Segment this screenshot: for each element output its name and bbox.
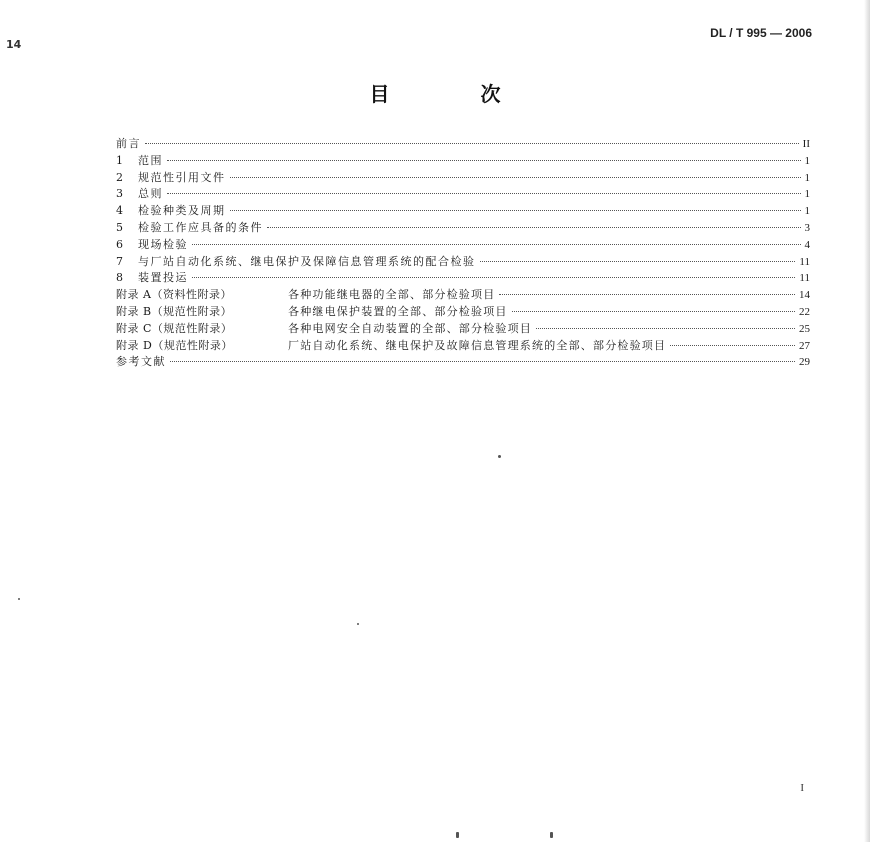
toc-entry-label: 范围: [138, 153, 163, 167]
toc-appendix-title: 各种继电保护装置的全部、部分检验项目: [288, 304, 508, 318]
toc-entry-label: 检验工作应具备的条件: [138, 220, 263, 234]
toc-entry-page: 22: [799, 305, 810, 318]
toc-appendix-title: 各种电网安全自动装置的全部、部分检验项目: [288, 321, 532, 335]
dot-leader: [499, 293, 795, 295]
toc-entry-page: 25: [799, 322, 810, 335]
toc-entry-page: 11: [799, 272, 810, 285]
toc-entry-page: 29: [799, 356, 810, 369]
dot-leader: [536, 327, 795, 329]
dot-leader: [267, 226, 801, 228]
scan-speck: [498, 455, 501, 458]
toc-entry-number: 4: [116, 204, 123, 218]
scan-speck: [456, 832, 459, 838]
toc-entry-label: 总则: [138, 187, 163, 201]
toc-entry-foreword[interactable]: [116, 136, 810, 153]
toc-entry-number: 6: [116, 237, 123, 251]
toc-entry-number: 3: [116, 187, 123, 201]
dot-leader: [670, 344, 795, 346]
dot-leader: [480, 260, 796, 262]
dot-leader: [192, 276, 795, 278]
toc-entry-number: 1: [116, 153, 123, 167]
toc-entry-appendix-a[interactable]: [116, 287, 810, 304]
toc-entry-page: 1: [804, 205, 810, 218]
toc-appendix-prefix: 附录 B（规范性附录）: [116, 304, 233, 318]
toc-entry-number: 8: [116, 271, 123, 285]
toc-entry-label: 现场检验: [138, 237, 188, 251]
toc-entry-number: 2: [116, 170, 123, 184]
page-edge-shadow: [864, 0, 870, 842]
toc-appendix-title: 厂站自动化系统、继电保护及故障信息管理系统的全部、部分检验项目: [288, 338, 667, 352]
dot-leader: [230, 209, 801, 211]
toc-entry-page: 1: [804, 171, 810, 184]
toc-entry-number: 7: [116, 254, 123, 268]
toc-entry-page: 1: [804, 188, 810, 201]
scan-speck: [550, 832, 553, 838]
toc-entry-appendix-c[interactable]: [116, 321, 810, 338]
toc-entry-page: 11: [799, 255, 810, 268]
toc-appendix-prefix: 附录 C（规范性附录）: [116, 321, 233, 335]
toc-entry-label: 装置投运: [138, 271, 188, 285]
toc-entry-page: 14: [799, 289, 810, 302]
toc-entry-section-5[interactable]: [116, 220, 810, 237]
scan-speck: [357, 623, 359, 625]
toc-entry-section-7[interactable]: [116, 254, 810, 271]
dot-leader: [167, 192, 801, 194]
dot-leader: [170, 360, 795, 362]
document-standard-code: DL / T 995 — 2006: [710, 26, 812, 40]
toc-appendix-prefix: 附录 A（资料性附录）: [116, 288, 232, 302]
toc-entry-appendix-b[interactable]: [116, 304, 810, 321]
toc-entry-section-4[interactable]: [116, 203, 810, 220]
toc-entry-section-1[interactable]: [116, 153, 810, 170]
dot-leader: [230, 176, 801, 178]
corner-page-mark: 14: [6, 38, 22, 51]
toc-entry-appendix-d[interactable]: [116, 338, 810, 355]
toc-entry-label: 前言: [116, 137, 141, 150]
toc-entry-page: 3: [804, 221, 810, 234]
table-of-contents: [116, 136, 810, 371]
toc-entry-number: 5: [116, 220, 123, 234]
toc-entry-page: 27: [799, 339, 810, 352]
dot-leader: [512, 310, 795, 312]
toc-entry-section-8[interactable]: [116, 270, 810, 287]
dot-leader: [167, 159, 801, 161]
scan-speck: [18, 598, 20, 600]
page-number: I: [800, 782, 804, 794]
dot-leader: [145, 142, 799, 144]
toc-entry-label: 规范性引用文件: [138, 170, 226, 184]
toc-entry-label: 检验种类及周期: [138, 204, 226, 218]
toc-appendix-prefix: 附录 D（规范性附录）: [116, 338, 233, 352]
toc-entry-section-6[interactable]: [116, 237, 810, 254]
toc-entry-references[interactable]: [116, 354, 810, 371]
toc-entry-page: II: [802, 138, 810, 150]
page-title: 目 次: [369, 82, 543, 106]
toc-entry-label: 与厂站自动化系统、继电保护及保障信息管理系统的配合检验: [138, 254, 476, 268]
toc-entry-page: 4: [804, 238, 810, 251]
dot-leader: [192, 243, 801, 245]
toc-entry-section-3[interactable]: [116, 186, 810, 203]
toc-entry-label: 参考文献: [116, 355, 166, 369]
toc-appendix-title: 各种功能继电器的全部、部分检验项目: [288, 288, 496, 302]
toc-entry-page: 1: [804, 154, 810, 167]
toc-entry-section-2[interactable]: [116, 170, 810, 187]
